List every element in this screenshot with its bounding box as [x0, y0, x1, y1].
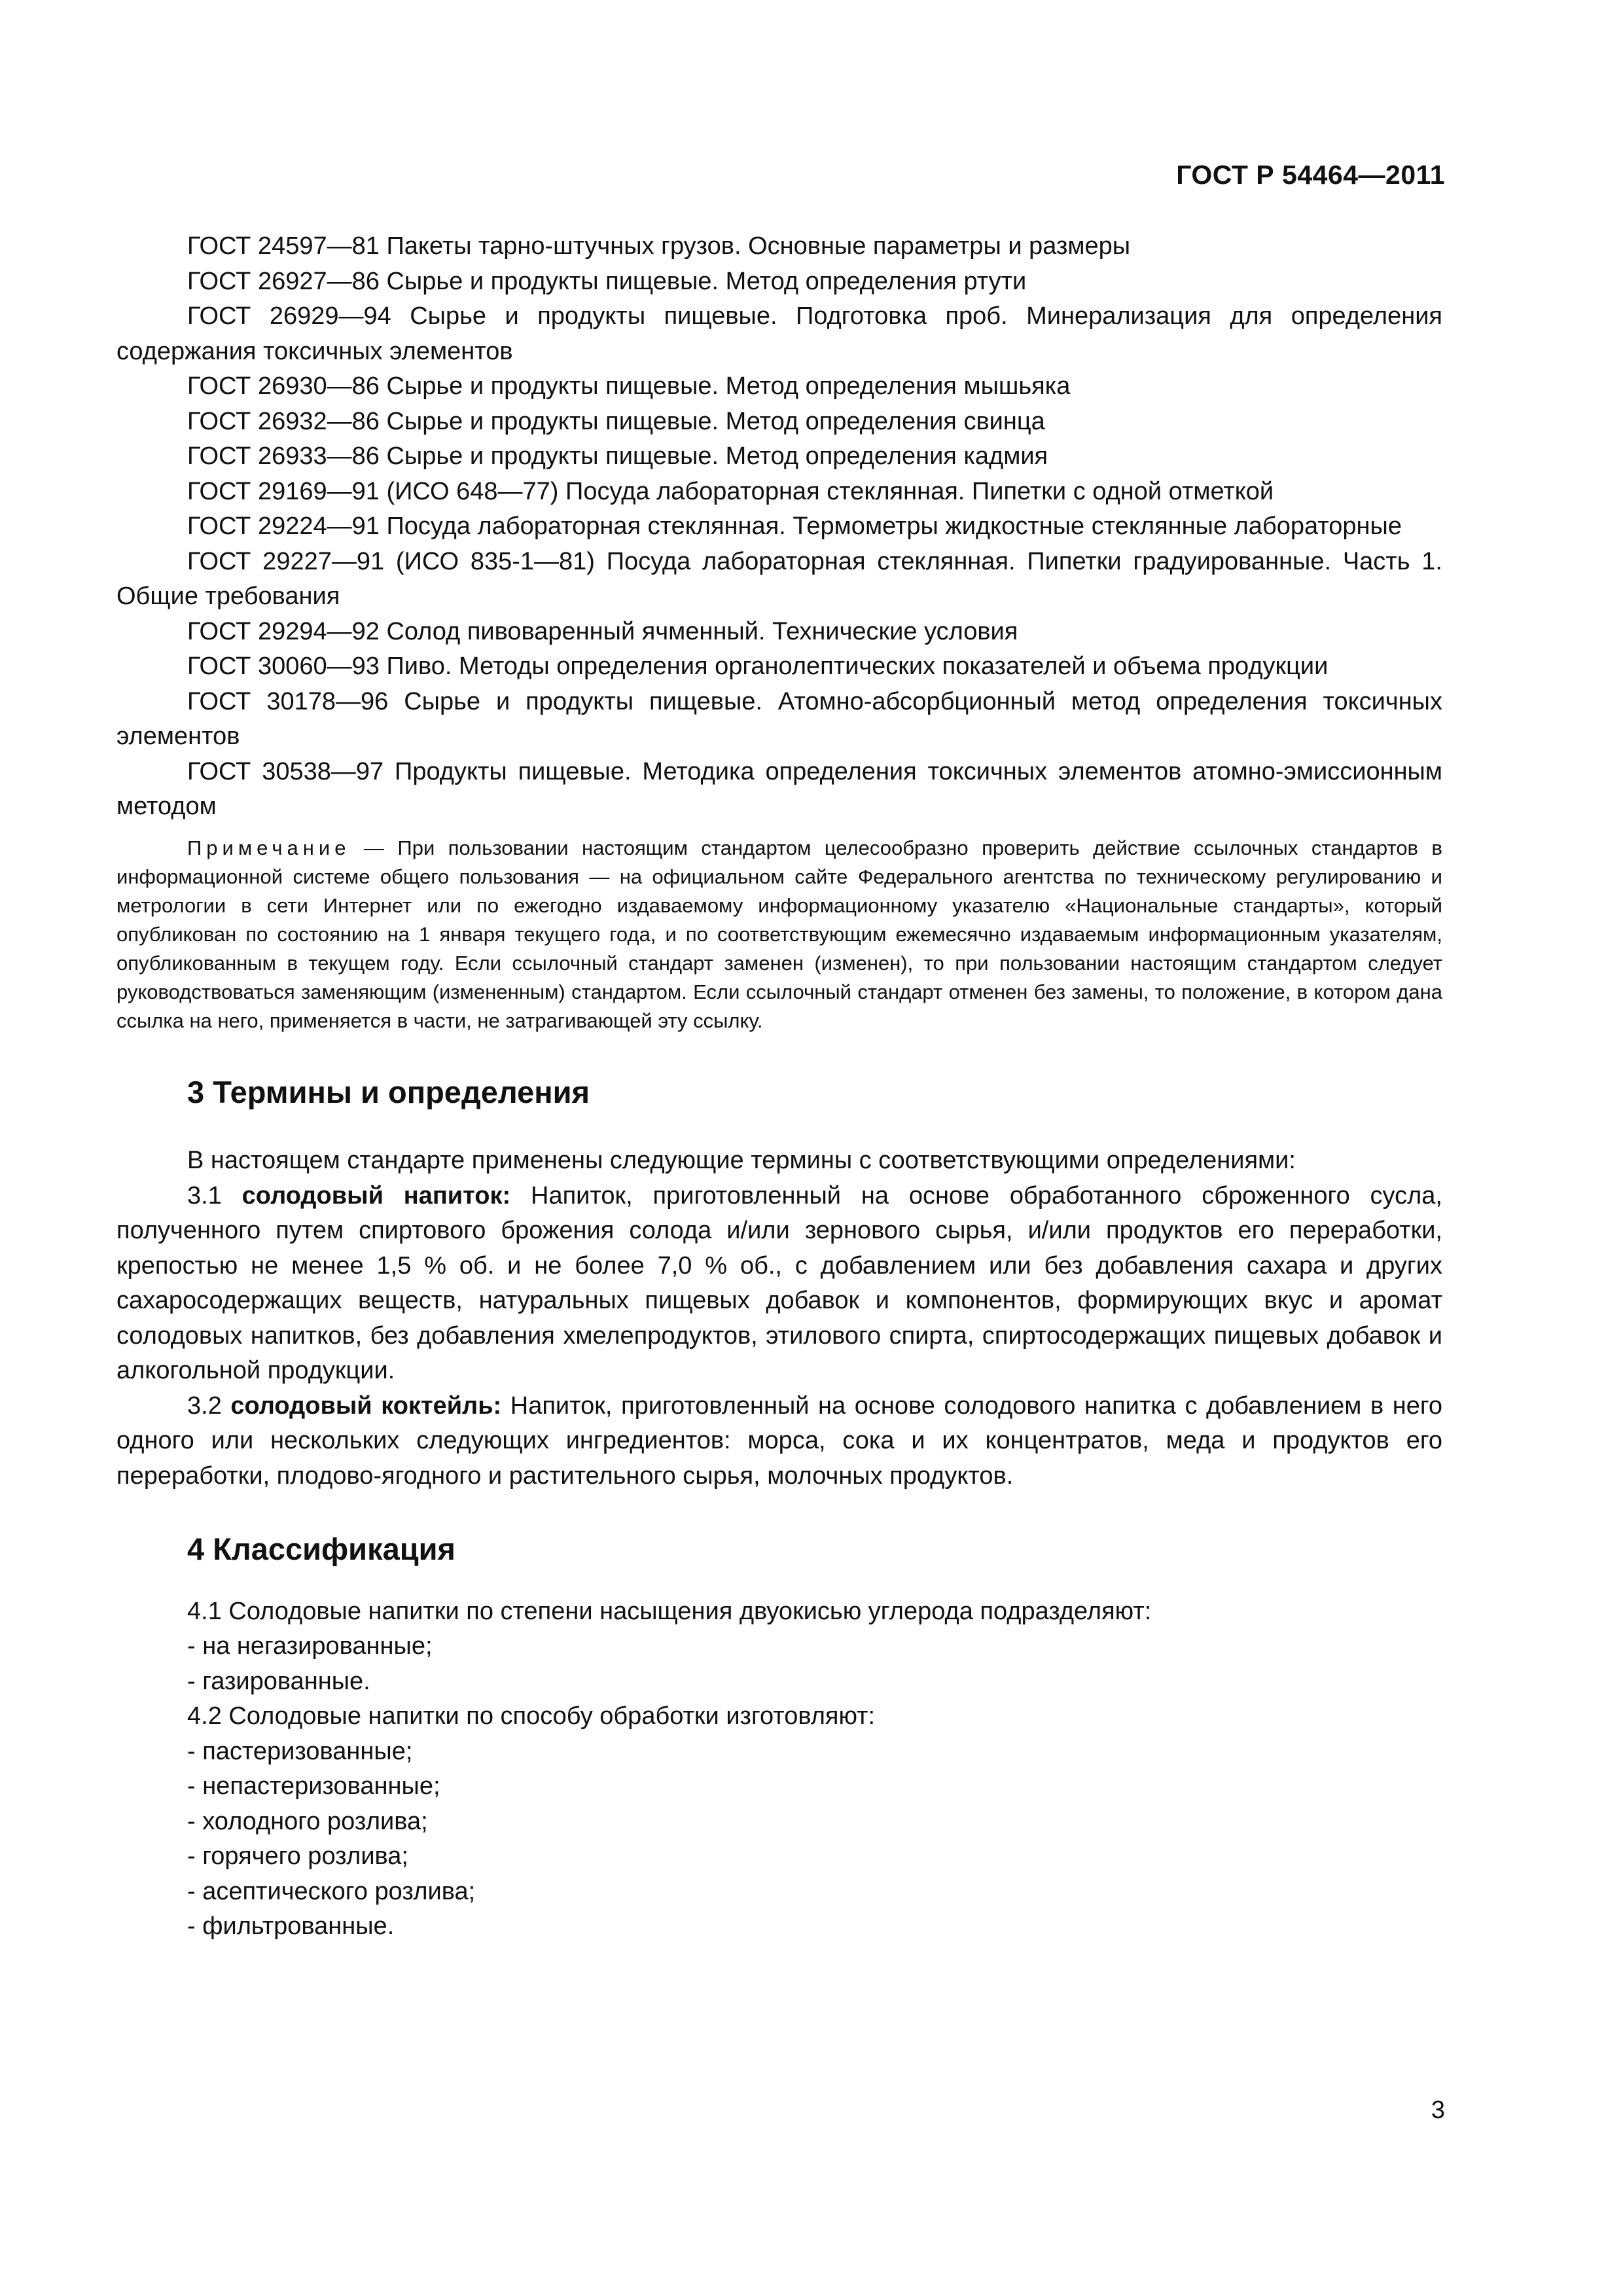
classification-line: - газированные.	[187, 1667, 370, 1695]
reference-item: ГОСТ 29169—91 (ИСО 648—77) Посуда лабораторная стеклянная. Пипетки с одной отметкой	[187, 477, 1274, 505]
classification-list	[116, 1594, 1442, 1945]
classification-line: - асептического розлива;	[187, 1877, 476, 1905]
section-4-title: 4 Классификация	[187, 1532, 455, 1566]
reference-item: ГОСТ 30178—96 Сырье и продукты пищевые. Атомно-абсорбционный метод определения токсичных элементов	[116, 687, 1442, 750]
term-number: 3.2	[187, 1391, 231, 1420]
reference-item: ГОСТ 26927—86 Сырье и продукты пищевые. Метод определения ртути	[187, 267, 1027, 295]
note-text: — При пользовании настоящим стандартом целесообразно проверить действие ссылочных стандартов в информационной системе общего пользования — на официальном сайте Федерального агентства по техническому регулированию и метрологии в сети Интернет или по ежегодно издаваемому информационному указателю «Национальные стандарты», который опубликован по состоянию на 1 января текущего года, и по соответствующим ежемесячно издаваемым информационным указателям, опубликованным в текущем году. Если ссылочный стандарт заменен (изменен), то при пользовании настоящим стандартом следует руководствоваться заменяющим (измененным) стандартом. Если ссылочный стандарт отменен без замены, то положение, в котором дана ссылка на него, применяется в части, не затрагивающей эту ссылку.	[116, 836, 1442, 1032]
classification-line: - пастеризованные;	[187, 1737, 413, 1765]
term-definition-3-1	[116, 1179, 1442, 1389]
reference-item: ГОСТ 26929—94 Сырье и продукты пищевые. Подготовка проб. Минерализация для определения содержания токсичных элементов	[116, 302, 1442, 365]
term-name: солодовый коктейль:	[230, 1391, 502, 1420]
reference-item: ГОСТ 29224—91 Посуда лабораторная стеклянная. Термометры жидкостные стеклянные лабораторные	[187, 512, 1402, 540]
term-definition-3-2	[116, 1389, 1442, 1494]
classification-line: - на негазированные;	[187, 1632, 433, 1660]
section-3-intro: В настоящем стандарте применены следующие термины с соответствующими определениями:	[187, 1147, 1296, 1174]
term-name: солодовый напиток:	[241, 1181, 511, 1210]
reference-item: ГОСТ 24597—81 Пакеты тарно-штучных грузов. Основные параметры и размеры	[187, 232, 1131, 260]
reference-item: ГОСТ 26933—86 Сырье и продукты пищевые. Метод определения кадмия	[187, 442, 1048, 470]
classification-line: 4.1 Солодовые напитки по степени насыщения двуокисью углерода подразделяют:	[187, 1597, 1152, 1625]
note-paragraph	[116, 834, 1442, 1035]
reference-item: ГОСТ 30060—93 Пиво. Методы определения органолептических показателей и объема продукции	[187, 653, 1329, 680]
classification-line: - непастеризованные;	[187, 1772, 440, 1800]
reference-item: ГОСТ 29227—91 (ИСО 835-1—81) Посуда лабораторная стеклянная. Пипетки градуированные. Часть 1. Общие требования	[116, 547, 1442, 610]
classification-line: - фильтрованные.	[187, 1912, 395, 1940]
reference-item: ГОСТ 26930—86 Сырье и продукты пищевые. Метод определения мышьяка	[187, 372, 1071, 400]
reference-item: ГОСТ 29294—92 Солод пивоваренный ячменный. Технические условия	[187, 617, 1018, 645]
document-code-header: ГОСТ Р 54464—2011	[1176, 160, 1445, 190]
term-definition-text: Напиток, приготовленный на основе обработанного сброженного сусла, полученного путем спиртового брожения солода и/или зернового сырья, и/или продуктов его переработки, крепостью не менее 1,5 % об. и не более 7,0 % об., с добавлением или без добавления сахара и других сахаросодержащих веществ, натуральных пищевых добавок и компонентов, формирующих вкус и аромат солодовых напитков, без добавления хмелепродуктов, этилового спирта, спиртосодержащих пищевых добавок и алкогольной продукции.	[116, 1181, 1442, 1384]
classification-line: - горячего розлива;	[187, 1842, 408, 1870]
note-label: Примечание	[187, 836, 351, 859]
term-number: 3.1	[187, 1181, 242, 1210]
normative-references-list	[116, 229, 1442, 825]
reference-item: ГОСТ 26932—86 Сырье и продукты пищевые. Метод определения свинца	[187, 407, 1045, 435]
section-3-title: 3 Термины и определения	[187, 1074, 590, 1109]
document-body	[116, 229, 1442, 1945]
classification-line: - холодного розлива;	[187, 1807, 428, 1835]
page-number: 3	[1431, 2096, 1445, 2124]
reference-item: ГОСТ 30538—97 Продукты пищевые. Методика определения токсичных элементов атомно-эмиссионным методом	[116, 757, 1442, 820]
classification-line: 4.2 Солодовые напитки по способу обработки изготовляют:	[187, 1702, 876, 1730]
term-definition-text: Напиток, приготовленный на основе солодового напитка с добавлением в него одного или нескольких следующих ингредиентов: морса, сока и их концентратов, меда и продуктов его переработки, плодово-ягодного и растительного сырья, молочных продуктов.	[116, 1391, 1442, 1490]
